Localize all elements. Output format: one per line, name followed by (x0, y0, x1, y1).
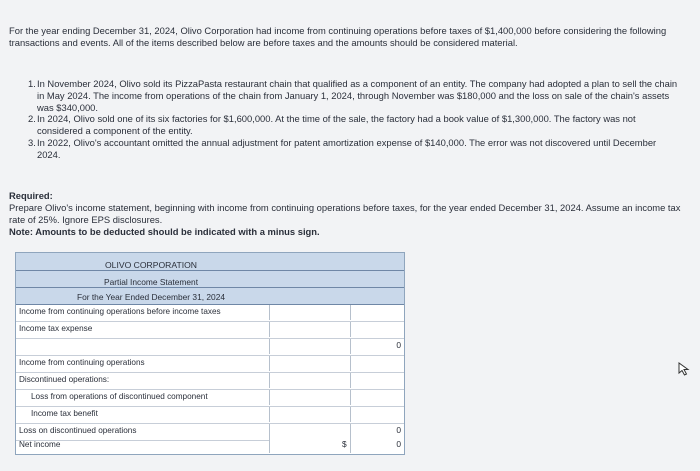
item-number: 2. (28, 113, 36, 125)
table-row (16, 373, 404, 390)
total-input[interactable] (350, 305, 404, 320)
mouse-pointer-icon (678, 362, 690, 376)
header-divider (16, 270, 404, 271)
statement-period: For the Year Ended December 31, 2024 (76, 292, 226, 302)
header-divider (16, 287, 404, 288)
row-label: Discontinued operations: (19, 375, 110, 384)
total-input[interactable]: 0 (350, 339, 404, 354)
note-text: Note: Amounts to be deducted should be indicated with a minus sign. (9, 226, 320, 237)
row-label: Income from continuing operations before income taxes (19, 307, 221, 316)
list-item (28, 78, 680, 113)
amount-input[interactable] (269, 356, 351, 371)
total-input[interactable] (350, 322, 404, 337)
amount-input[interactable] (269, 407, 351, 422)
amount-input[interactable] (269, 390, 351, 405)
problem-intro: For the year ending December 31, 2024, Olivo Corporation had income from continuing operations before taxes of $1,400,000 before considering the following transactions and events. All of the items described below are before taxes and the amounts should be considered material. (9, 25, 667, 49)
currency-symbol: $ (342, 439, 347, 449)
amount-input[interactable] (269, 305, 351, 320)
item-number: 3. (28, 136, 36, 148)
required-section (9, 190, 681, 238)
row-label: Income from continuing operations (19, 358, 145, 367)
income-statement-table (15, 252, 405, 455)
list-item (28, 113, 680, 137)
total-input[interactable]: 0 (350, 438, 404, 453)
amount-input[interactable] (269, 339, 351, 354)
row-label: Income tax benefit (31, 409, 98, 418)
total-input[interactable] (350, 356, 404, 371)
table-row (16, 407, 404, 424)
row-label: Loss on discontinued operations (19, 426, 137, 435)
problem-items (28, 78, 680, 161)
total-input[interactable] (350, 407, 404, 422)
table-row (16, 438, 404, 454)
total-input[interactable]: 0 (350, 424, 404, 439)
row-label: Income tax expense (19, 324, 93, 333)
row-label: Loss from operations of discontinued component (31, 392, 208, 401)
required-heading: Required: (9, 190, 53, 201)
amount-input[interactable] (269, 438, 351, 453)
row-label: Net income (19, 440, 61, 449)
item-text: In 2024, Olivo sold one of its six factories for $1,600,000. At the time of the sale, the factory had a book value of $1,300,000. The factory was not considered a component of the entity. (37, 113, 636, 137)
list-item (28, 137, 680, 161)
table-row (16, 339, 404, 356)
table-row (16, 356, 404, 373)
table-row (16, 390, 404, 407)
item-text: In 2022, Olivo's accountant omitted the annual adjustment for patent amortization expense of $140,000. The error was not discovered until December 2024. (37, 136, 657, 160)
company-name: OLIVO CORPORATION (105, 260, 197, 270)
total-input[interactable] (350, 390, 404, 405)
table-row (16, 305, 404, 322)
required-text: Prepare Olivo's income statement, beginning with income from continuing operations before taxes, for the year ended December 31, 2024. Assume an income tax rate of 25%. Ignore EPS disclosures. (9, 202, 681, 225)
item-text: In November 2024, Olivo sold its PizzaPasta restaurant chain that qualified as a component of an entity. The company had adopted a plan to sell the chain in May 2024. The income from operations of the chain from January 1, 2024, through November was $180,000 and the loss on sale of the chain's assets was $340,000. (37, 78, 678, 113)
table-row (16, 322, 404, 339)
statement-header (16, 253, 404, 305)
amount-input[interactable] (269, 424, 351, 439)
statement-title: Partial Income Statement (103, 277, 199, 287)
total-input[interactable] (350, 373, 404, 388)
amount-input[interactable] (269, 373, 351, 388)
item-number: 1. (28, 78, 36, 89)
amount-input[interactable] (269, 322, 351, 337)
